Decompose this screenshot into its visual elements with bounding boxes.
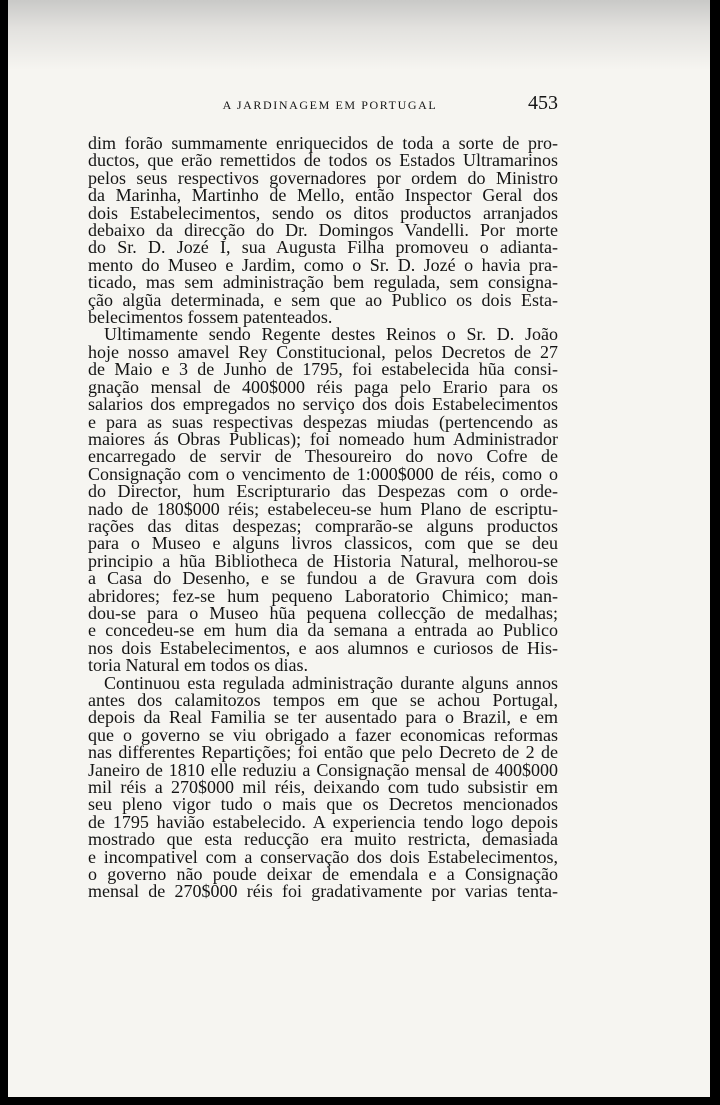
text-line: salarios dos empregados no serviço dos dois Estabelecimentos [88, 394, 558, 415]
text-line: mento do Museo e Jardim, como o Sr. D. Jozé o havia pra- [88, 254, 558, 275]
text-line: antes dos calamitozos tempos em que se achou Portugal, [88, 690, 558, 710]
text-line: toria Natural em todos os dias. [88, 655, 308, 676]
text-line: Consignação com o vencimento de 1:000$000 de réis, como o [88, 463, 558, 484]
text-line: abridores; fez-se hum pequeno Laboratorio Chimico; man- [88, 585, 558, 606]
text-line: e concedeu-se em hum dia da semana a entrada ao Publico [88, 620, 558, 641]
text-line: mostrado que esta reducção era muito restricta, demasiada [88, 829, 558, 850]
text-line: nos dois Estabelecimentos, e aos alumnos e curiosos de His- [88, 637, 558, 658]
text-line: e incompativel com a conservação dos dois Estabelecimentos, [88, 846, 558, 867]
text-line: ductos, que erão remettidos de todos os Estados Ultramarinos [88, 150, 558, 171]
running-title: A JARDINAGEM EM PORTUGAL [222, 98, 438, 112]
text-line: Continuou esta regulada administração durante alguns annos [104, 672, 558, 693]
text-line: de Maio e 3 de Junho de 1795, foi estabelecida hũa consi- [88, 359, 558, 380]
text-line: belecimentos fossem patenteados. [88, 307, 333, 328]
text-line: do Director, hum Escripturario das Despezas com o orde- [88, 481, 558, 502]
text-line: dou-se para o Museo hũa pequena collecção de medalhas; [88, 602, 558, 623]
text-line: maiores ás Obras Publicas); foi nomeado hum Administrador [88, 428, 558, 449]
text-line: o governo não poude deixar de emendala e a Consignação [88, 864, 558, 885]
text-line: dim forão summamente enriquecidos de toda a sorte de pro- [88, 133, 558, 153]
text-line: mensal de 270$000 réis foi gradativamente por varias tenta- [88, 881, 558, 902]
text-line: do Sr. D. Jozé I, sua Augusta Filha promoveu o adianta- [88, 237, 558, 258]
text-line: nado de 180$000 réis; estabeleceu-se hum Plano de escriptu- [88, 498, 558, 519]
text-line: principio a hũa Bibliotheca de Historia Natural, melhorou-se [88, 550, 558, 571]
text-line: pelos seus respectivos governadores por ordem do Ministro [88, 167, 558, 188]
scan-border-right [710, 0, 720, 1105]
text-line: que o governo se viu obrigado a fazer economicas reformas [88, 724, 558, 745]
text-line: hoje nosso amavel Rey Constitucional, pelos Decretos de 27 [88, 341, 558, 362]
text-line: encarregado de servir de Thesoureiro do novo Cofre de [88, 446, 558, 467]
text-line: depois da Real Familia se ter ausentado para o Brazil, e em [88, 707, 558, 728]
text-line: dois Estabelecimentos, sendo os ditos productos arranjados [88, 202, 558, 223]
text-line: rações das ditas despezas; comprarão-se alguns productos [88, 515, 558, 536]
text-line: ticado, mas sem administração bem regulada, sem consigna- [88, 272, 558, 293]
text-line: da Marinha, Martinho de Mello, então Inspector Geral dos [88, 185, 558, 206]
text-line: ção algũa determinada, e sem que ao Publico os dois Esta- [88, 289, 558, 310]
text-line: e para as suas respectivas despezas miudas (pertencendo as [88, 411, 558, 432]
text-line: Janeiro de 1810 elle reduziu a Consignação mensal de 400$000 [88, 759, 558, 780]
text-line: de 1795 havião estabelecido. A experiencia tendo logo depois [88, 811, 558, 832]
text-line: Ultimamente sendo Regente destes Reinos o Sr. D. João [104, 324, 558, 345]
text-line: a Casa do Desenho, e se fundou a de Gravura com dois [88, 568, 558, 589]
body-text [88, 135, 558, 901]
text-line: gnação mensal de 400$000 réis paga pelo Erario para os [88, 376, 558, 397]
text-line: para o Museo e alguns livros classicos, com que se deu [88, 533, 558, 554]
text-line: seu pleno vigor tudo o mais que os Decretos mencionados [88, 794, 558, 815]
scan-border-bottom [0, 1097, 720, 1105]
text-line: debaixo da direcção do Dr. Domingos Vandelli. Por morte [88, 220, 558, 241]
text-line: nas differentes Repartições; foi então que pelo Decreto de 2 de [88, 742, 558, 763]
scan-border-left [0, 0, 8, 1105]
scan-shadow [8, 0, 710, 70]
page-number: 453 [528, 92, 558, 114]
text-line: mil réis a 270$000 mil réis, deixando com tudo subsistir em [88, 777, 558, 798]
